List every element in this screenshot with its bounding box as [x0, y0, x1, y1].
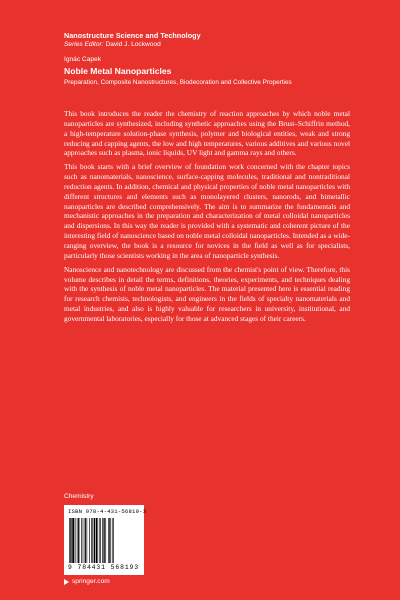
- series-editor-name: David J. Lockwood: [105, 41, 161, 48]
- publisher-website[interactable]: [64, 578, 110, 585]
- description-paragraph: Nanoscience and nanotechnology are discussed from the chemist's point of view. Therefore, this volume describes in detail the terms, definitions, theories, experiments, and techniques dealing with the synthesis of noble metal nanoparticles. The material presented here is essential reading for research chemists, technologists, and engineers in the fields of specialty nanomaterials and metal industries, and also is highly valuable for researchers in university, institutional, and governmental laboratories, especially for those at advanced stages of their careers.: [64, 264, 350, 323]
- series-editor: [64, 41, 161, 48]
- book-author: Ignác Capek: [64, 56, 102, 63]
- subject-category: Chemistry: [64, 493, 94, 500]
- description-paragraph: This book starts with a brief overview of foundation work concerned with the chapter topics such as nanomaterials, nanoscience, surface-capping molecules, traditional and nontraditional reduction agents. In addition, chemical and physical properties of noble metal nanoparticles with different structures and elements such as monolayered clusters, nanorods, and bimetallic nanoparticles are described comprehensively. The aim is to summarize the fundamentals and mechanistic approaches in the preparation and characterization of metal colloidal nanoparticles and dispersions. In this way the reader is provided with a systematic and coherent picture of the interesting field of nanoscience based on noble metal colloidal nanoparticles. Intended as a wide-ranging overview, the book is a resource for novices in the field as well as for specialists, particularly those scientists working in the area of nanoparticle synthesis.: [64, 162, 350, 260]
- series-title: Nanostructure Science and Technology: [64, 31, 201, 40]
- book-title: Noble Metal Nanoparticles: [64, 66, 172, 76]
- series-editor-label: Series Editor:: [64, 41, 104, 48]
- description-paragraph: This book introduces the reader the chemistry of reaction approaches by which noble metal nanoparticles are synthesized, including synthetic approaches using the Brust–Schiffrin method, a high-temperature solution-phase synthesis, polymer and biological entities, weak and strong reducing and capping agents, the low and high temperatures, various additives and various novel approaches such as plasma, ionic liquids, UV light and gamma rays and others.: [64, 109, 350, 158]
- book-subtitle: Preparation, Composite Nanostructures, Biodecoration and Collective Properties: [64, 79, 292, 86]
- website-label: springer.com: [72, 578, 110, 585]
- isbn-barcode: [64, 505, 147, 575]
- isbn-text: ISBN 978-4-431-56819-3: [68, 508, 147, 515]
- arrow-right-icon: [64, 579, 69, 585]
- barcode-bars: [68, 518, 140, 563]
- book-description: [64, 109, 350, 328]
- barcode-digits: 9 784431 568193: [68, 564, 140, 571]
